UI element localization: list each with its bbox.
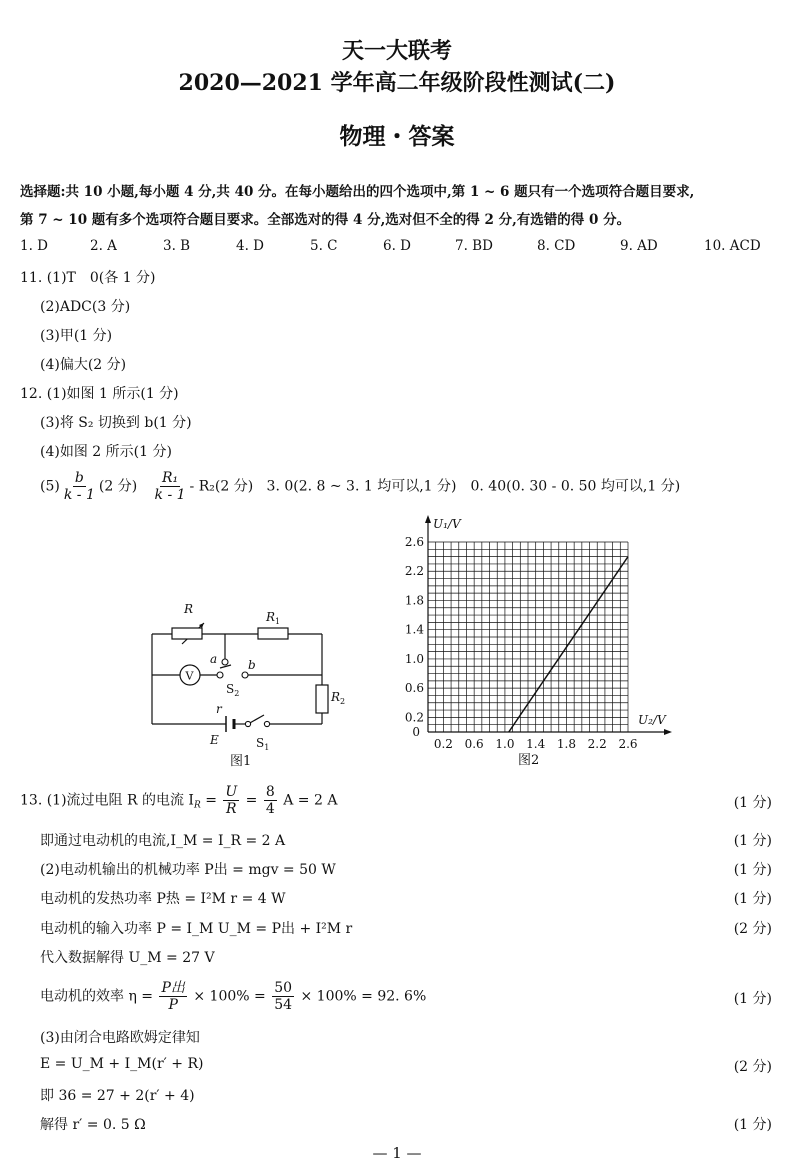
q13-points-1: (1 分) [733,795,772,811]
q11-line-1: 11. (1)T 0(各 1 分) [20,270,156,286]
q11-line-2: (2)ADC(3 分) [40,299,131,315]
intro-line-2: 第 7 ~ 10 题有多个选项符合题目要求。全部选对的得 4 分,选对但不全的得 2 分,有选错的得 0 分。 [20,212,631,228]
q13-points-9: (2 分) [733,1059,772,1075]
y-axis-arrow-icon [425,515,431,523]
mc-answer-9: 9. AD [620,238,658,254]
exam-title: 2020—2021 学年高二年级阶段性测试(二) [178,70,616,96]
figure-2-caption: 图2 [518,753,540,768]
y-tick-label: 0.2 [404,710,424,725]
fraction-8-over-4: $\frac{8}{4}$ [265,784,275,818]
x-axis-arrow-icon [664,729,672,735]
q13-line-11: 解得 r′ = 0. 5 Ω [40,1117,146,1133]
rheostat-r [172,628,202,639]
q13-line-2: 即通过电动机的电流,I_M = I_R = 2 A [40,833,286,849]
q13-line-1: 13. (1)流过电阻 R 的电流 $I_R$ = $\frac{U}{R}$ = $\frac{8}{4}$ A = 2 A [20,784,338,818]
x-tick-label: 1.4 [526,737,546,751]
q13-points-3: (1 分) [733,862,772,878]
q11-line-3: (3)甲(1 分) [40,328,113,344]
x-tick-label: 1.8 [556,737,577,751]
fraction-ur-over-r: $\frac{U}{R}$ [225,784,238,818]
mc-answer-10: 10. ACD [704,238,761,254]
figure-1-caption: 图1 [230,754,252,769]
mc-answer-2: 2. A [90,238,117,254]
q13-points-2: (1 分) [733,833,772,849]
label-b: b [248,658,256,672]
mc-answer-8: 8. CD [537,238,576,254]
q13-line-5: 电动机的输入功率 P = I_M U_M = P出 + I²M r [40,921,353,937]
q13-points-7: (1 分) [733,991,772,1007]
mc-answer-6: 6. D [383,238,411,254]
label-r-internal: r [216,702,222,716]
fraction-50-over-54: $\frac{50}{54}$ [274,980,293,1014]
label-a: a [210,652,218,666]
mc-answer-5: 5. C [310,238,338,254]
exam-series-title: 天一大联考 [341,38,452,64]
y-tick-label: 1.4 [404,622,424,637]
y-tick-label: 1.0 [404,651,424,666]
x-tick-label: 0.2 [433,737,453,751]
label-s2: $S_2$ [226,682,240,698]
y-tick-label: 1.8 [404,593,424,608]
resistor-r2 [316,685,328,713]
q13-points-11: (1 分) [733,1117,772,1133]
label-r: R [184,602,194,616]
x-tick-label: 0.6 [464,737,484,751]
label-r1: $R_1$ [266,610,281,626]
q12-line-1: 12. (1)如图 1 所示(1 分) [20,386,179,402]
mc-answer-4: 4. D [236,238,264,254]
label-e: E [210,733,219,747]
q11-line-4: (4)偏大(2 分) [40,357,127,373]
graph-figure-2 [400,512,680,774]
q13-line-6: 代入数据解得 U_M = 27 V [40,950,215,966]
q13-line-4: 电动机的发热功率 P热 = I²M r = 4 W [40,891,286,907]
origin-label: 0 [412,725,420,739]
q12-line-5: (5) $\frac{b}{k - 1}$ (2 分) $\frac{\text{R₁}}{k - 1}$ - R₂(2 分) 3. 0(2. 8 ~ 3. 1 均可以,1 分) 0. 40(0. 30 - 0. 50 均可以,1 分) [40,470,681,504]
q13-line-3: (2)电动机输出的机械功率 P出 = mgv = 50 W [40,862,336,878]
voltmeter-label: V [185,669,194,683]
x-tick-label: 2.2 [587,737,607,751]
x-axis-label: U₂/V [638,713,666,727]
q12-line-2: (3)将 S₂ 切换到 b(1 分) [40,415,192,431]
fraction-pout-over-p: $\frac{\text{P出}}{P}$ [161,980,185,1014]
page-number: — 1 — [372,1144,422,1162]
q13-line-10: 即 36 = 27 + 2(r′ + 4) [40,1088,195,1104]
resistor-r1 [258,628,288,639]
fraction-r1-over-k-1: $\frac{\text{R₁}}{k - 1}$ [154,470,186,504]
label-s1: $S_1$ [256,736,270,752]
circuit-figure-1 [130,595,360,775]
answer-title: 物理・答案 [339,123,455,150]
q13-line-8: (3)由闭合电路欧姆定律知 [40,1030,200,1046]
y-tick-label: 2.6 [404,535,424,549]
y-axis-label: U₁/V [433,517,461,531]
mc-answer-3: 3. B [163,238,191,254]
q13-points-5: (2 分) [733,921,772,937]
fraction-b-over-k-1: $\frac{b}{k - 1}$ [63,470,95,504]
label-r2: $R_2$ [331,690,346,706]
q13-line-7: 电动机的效率 η = $\frac{\text{P出}}{P}$ × 100% = $\frac{50}{54}$ × 100% = 92. 6% [40,980,427,1014]
mc-answer-7: 7. BD [455,238,493,254]
y-tick-label: 2.2 [404,564,424,579]
q13-points-4: (1 分) [733,891,772,907]
x-tick-label: 2.6 [618,737,638,751]
mc-answer-1: 1. D [20,238,48,254]
y-tick-label: 0.6 [404,681,424,696]
q12-line-3: (4)如图 2 所示(1 分) [40,444,172,460]
q13-line-9: E = U_M + I_M(r′ + R) [40,1056,204,1072]
intro-line-1: 选择题:共 10 小题,每小题 4 分,共 40 分。在每小题给出的四个选项中,第 1 ~ 6 题只有一个选项符合题目要求, [20,184,695,200]
x-tick-label: 1.0 [495,737,515,751]
